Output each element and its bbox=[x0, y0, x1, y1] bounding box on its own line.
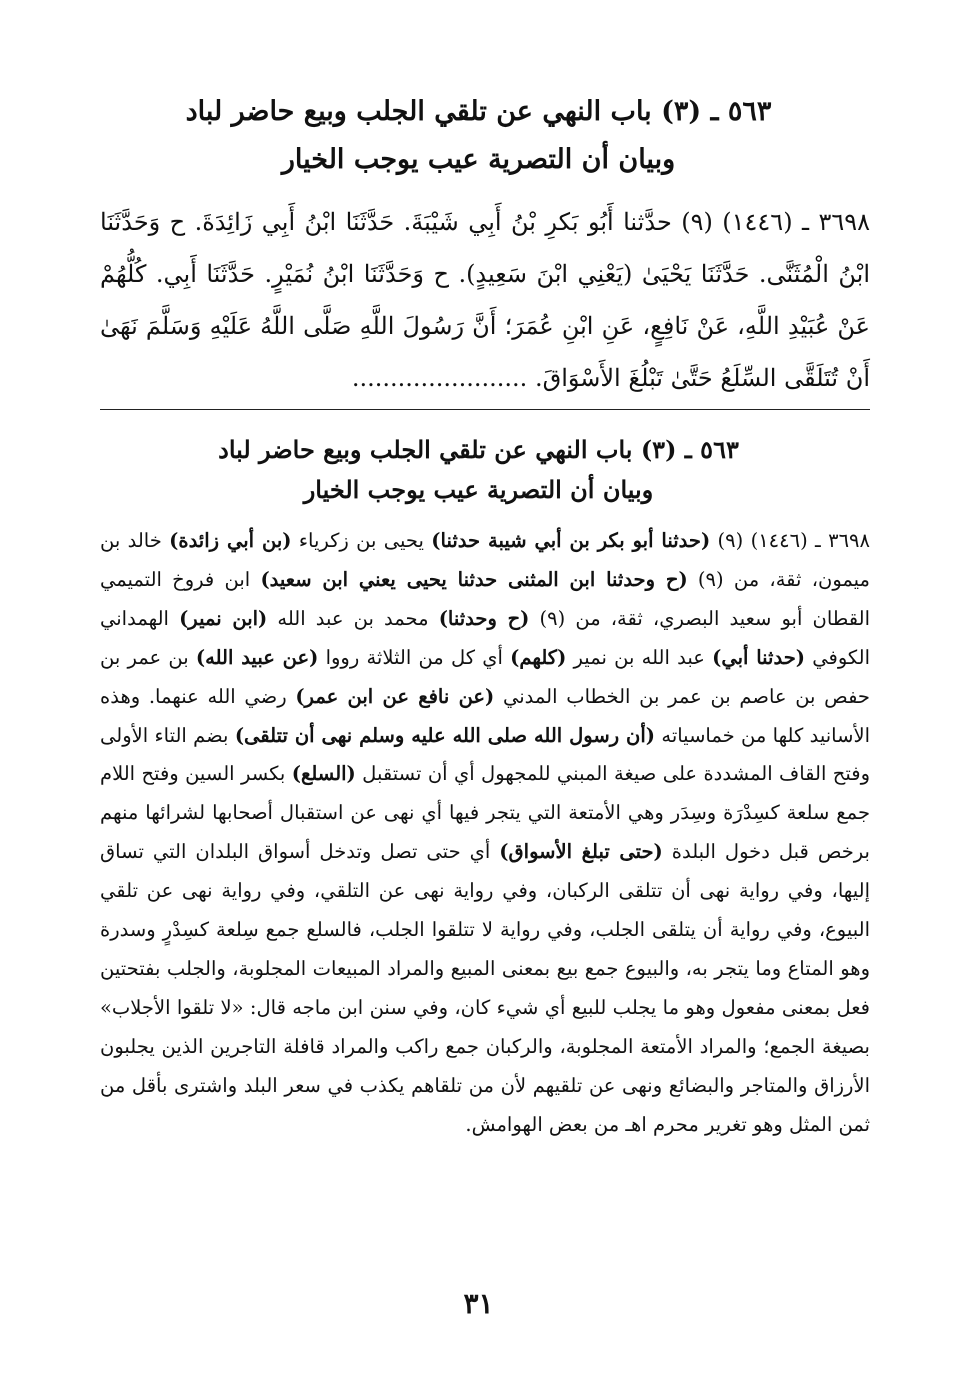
commentary-text: ابن فروخ التميمي القطان أبو سعيد البصري، ثقة، من (٩) bbox=[100, 567, 871, 630]
commentary-text: الهمداني الكوفي bbox=[100, 606, 871, 669]
commentary-title-line1: ٥٦٣ ـ (٣) باب النهي عن تلقي الجلب وبيع حاضر لباد bbox=[218, 435, 739, 464]
commentary-text: عبد الله بن نمير bbox=[566, 645, 713, 669]
section-divider bbox=[100, 409, 870, 410]
page-number: ٣١ bbox=[463, 1287, 494, 1320]
commentary-quoted-text: (عن عبيد الله) bbox=[195, 645, 319, 669]
commentary-text: خالد بن ميمون، ثقة، من (٩) bbox=[100, 529, 870, 591]
commentary-quoted-text: (ابن نمير) bbox=[179, 606, 268, 630]
chapter-title-line1: ٥٦٣ ـ (٣) باب النهي عن تلقي الجلب وبيع حاضر لباد bbox=[185, 96, 772, 127]
chapter-title-line2: وبيان أن التصرية عيب يوجب الخيار bbox=[281, 144, 676, 175]
commentary-text: ٣٦٩٨ ـ (١٤٤٦) (٩) bbox=[710, 529, 871, 552]
commentary-quoted-text: (عن نافع عن ابن عمر) bbox=[295, 684, 495, 708]
commentary-quoted-text: (أن رسول الله صلى الله عليه وسلم نهى أن تتلقى) bbox=[234, 723, 656, 747]
commentary-text: يحيى بن زكرياء bbox=[291, 529, 432, 552]
commentary-text: محمد بن عبد الله bbox=[267, 606, 439, 630]
commentary-text: أي كل من الثلاثة رووا bbox=[318, 645, 511, 669]
commentary-text: بكسر السين وفتح اللام جمع سلعة كسِدْرَة وسِدَر وهي الأمتعة التي يتجر فيها أي نهى عن استقبال أصحابها لشرائها منهم برخص قبل دخول البلدة bbox=[100, 762, 870, 864]
commentary-quoted-text: (ح وحدثنا ابن المثنى حدثنا يحيى يعني ابن سعيد) bbox=[260, 567, 688, 591]
hadith-continuation-dots: ....................... bbox=[351, 364, 528, 392]
commentary-quoted-text: (حتى تبلغ الأسواق) bbox=[499, 840, 663, 864]
commentary-quoted-text: (حدثنا أبي) bbox=[712, 645, 806, 669]
commentary-text: بن عمر بن حفص بن عاصم بن عمر بن الخطاب المدني bbox=[100, 645, 870, 708]
commentary-quoted-text: (السلع) bbox=[291, 762, 356, 786]
commentary-text: أي حتى تصل وتدخل أسواق البلدان التي تساق إليها، وفي رواية نهى أن تتلقى الركبان، وفي رواية نهى عن التلقي، وفي رواية نهى عن تلقي البيوع، وفي رواية أن يتلقى الجلب، وفي رواية لا تتلقوا الجلب، فالسلع جمع سِلعة كسِدْرٍ وسدرة وهو المتاع وما يتجر به، والبيوع جمع بيع بمعنى المبيع والمراد المبيعات المجلوبة، والجلب بفتحتين فعل بمعنى مفعول وهو ما يجلب للبيع أي شيء كان، وفي سنن ابن ماجه قال: «لا تلقوا الأجلاب» بصيغة الجمع؛ والمراد الأمتعة المجلوبة، والركبان جمع راكب والمراد قافلة التاجرين الذين يجلبون الأرزاق والمتاجر والبضائع ونهى عن تلقيهم لأن من تلقاهم يكذب في سعر البلد واشترى بأقل من ثمن المثل وهو تغرير محرم اهـ من بعض الهوامش. bbox=[100, 840, 870, 1136]
commentary-text: بضم التاء الأولى وفتح القاف المشددة على صيغة المبني للمجهول أي أن تستقبل bbox=[100, 723, 871, 786]
hadith-text: ٣٦٩٨ ـ (١٤٤٦) (٩) حدَّثنا أَبُو بَكرِ بْنُ أَبِي شَيْبَةَ. حَدَّثَنَا ابْنُ أَبِي زَائِدَةَ. ح وَحَدَّثَنَا ابْنُ الْمُثَنَّى. حَدَّثَنَا يَحْيَىٰ (يَعْنِي ابْنَ سَعِيدٍ). ح وَحَدَّثَنَا ابْنُ نُمَيْرٍ. حَدَّثَنَا أَبِي. كُلُّهُمْ عَنْ عُبَيْدِ اللَّهِ، عَنْ نَافِعٍ، عَنِ ابْنِ عُمَرَ؛ أَنَّ رَسُولَ اللَّهِ صَلَّى اللَّهُ عَلَيْهِ وَسَلَّمَ نَهَىٰ أَنْ تُتَلَقَّى السِّلَعُ حَتَّىٰ تَبْلُغَ الأَسْوَاقَ. bbox=[100, 208, 870, 392]
commentary-quoted-text: (كلهم) bbox=[510, 645, 567, 669]
commentary-quoted-text: (بن أبي زائدة) bbox=[169, 529, 292, 552]
commentary-text-block bbox=[100, 522, 870, 1145]
commentary-text: رضي الله عنهما. وهذه الأسانيد كلها من خماسياته bbox=[100, 684, 870, 747]
commentary-title-line2: وبيان أن التصرية عيب يوجب الخيار bbox=[303, 475, 654, 504]
hadith-text-block bbox=[100, 196, 870, 404]
commentary-quoted-text: (حدثنا أبو بكر بن أبي شيبة حدثنا) bbox=[431, 529, 711, 552]
commentary-quoted-text: (ح وحدثنا) bbox=[438, 606, 530, 630]
